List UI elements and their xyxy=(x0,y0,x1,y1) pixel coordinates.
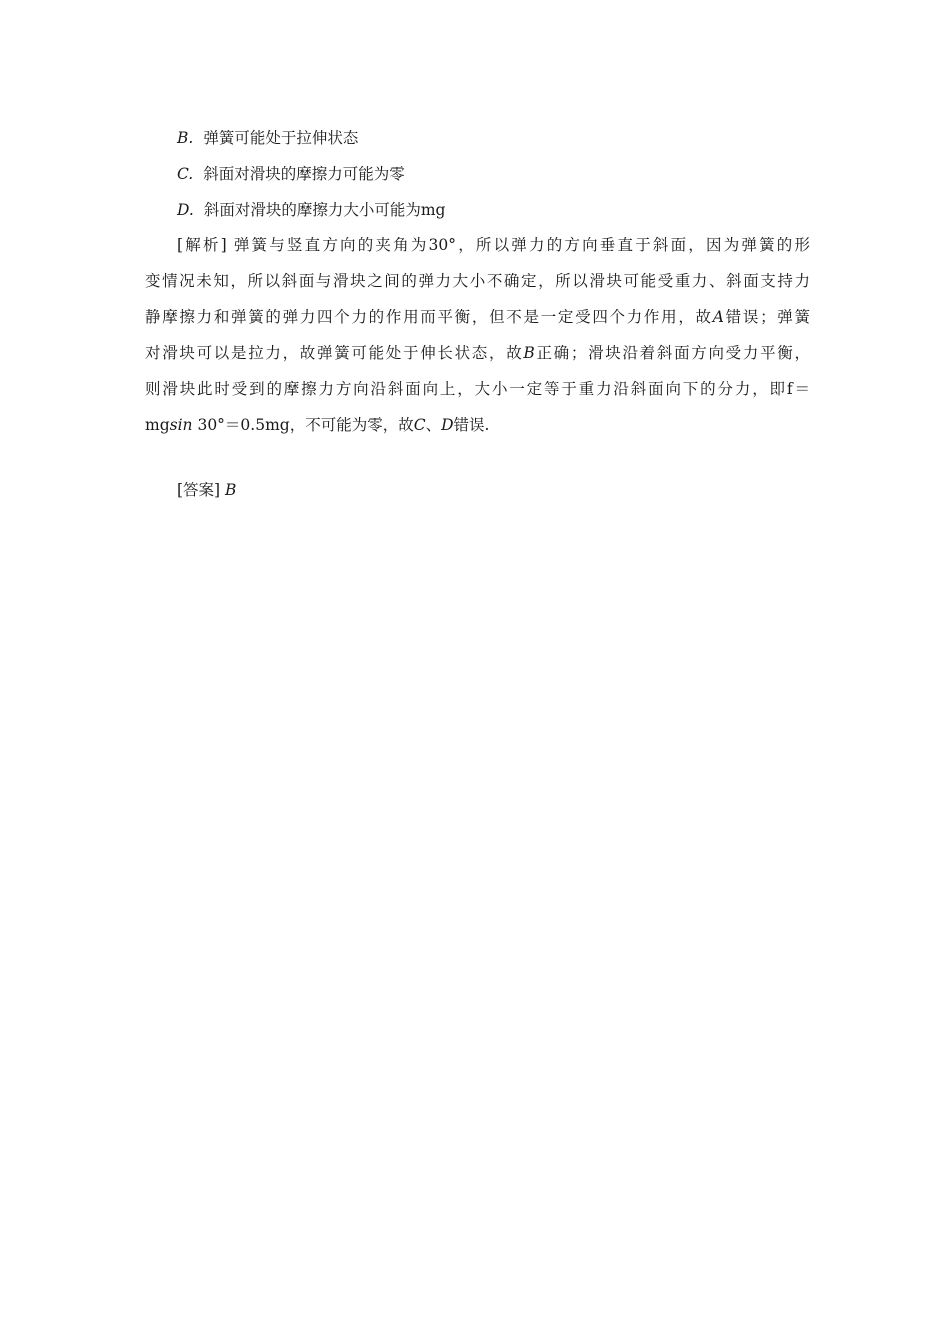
option-b-letter: B. xyxy=(177,129,194,147)
option-c-letter: C. xyxy=(177,165,194,183)
analysis-line-2: 变情况未知，所以斜面与滑块之间的弹力大小不确定，所以滑块可能受重力、斜面支持力 xyxy=(145,272,810,290)
analysis-line-5: 则滑块此时受到的摩擦力方向沿斜面向上，大小一定等于重力沿斜面向下的分力，即f＝ xyxy=(145,380,810,398)
option-c xyxy=(177,162,405,184)
answer-label: [答案] xyxy=(177,481,221,499)
analysis-paragraph xyxy=(145,227,810,443)
analysis-line-3: 静摩擦力和弹簧的弹力四个力的作用而平衡，但不是一定受四个力作用，故A错误；弹簧 xyxy=(145,308,810,326)
analysis-line-6: mgsin 30°＝0.5mg，不可能为零，故C、D错误. xyxy=(145,416,490,434)
option-c-text: 斜面对滑块的摩擦力可能为零 xyxy=(203,165,405,183)
answer-line xyxy=(177,478,236,500)
option-d-letter: D. xyxy=(177,201,194,219)
option-d-text: 斜面对滑块的摩擦力大小可能为mg xyxy=(203,201,446,219)
analysis-line-4: 对滑块可以是拉力，故弹簧可能处于伸长状态，故B正确；滑块沿着斜面方向受力平衡， xyxy=(145,344,810,362)
option-b-text: 弹簧可能处于拉伸状态 xyxy=(203,129,359,147)
analysis-line-1: [解析] 弹簧与竖直方向的夹角为30°，所以弹力的方向垂直于斜面，因为弹簧的形 xyxy=(177,236,810,254)
answer-value: B xyxy=(225,481,237,499)
option-b xyxy=(177,126,358,148)
option-d xyxy=(177,198,445,220)
